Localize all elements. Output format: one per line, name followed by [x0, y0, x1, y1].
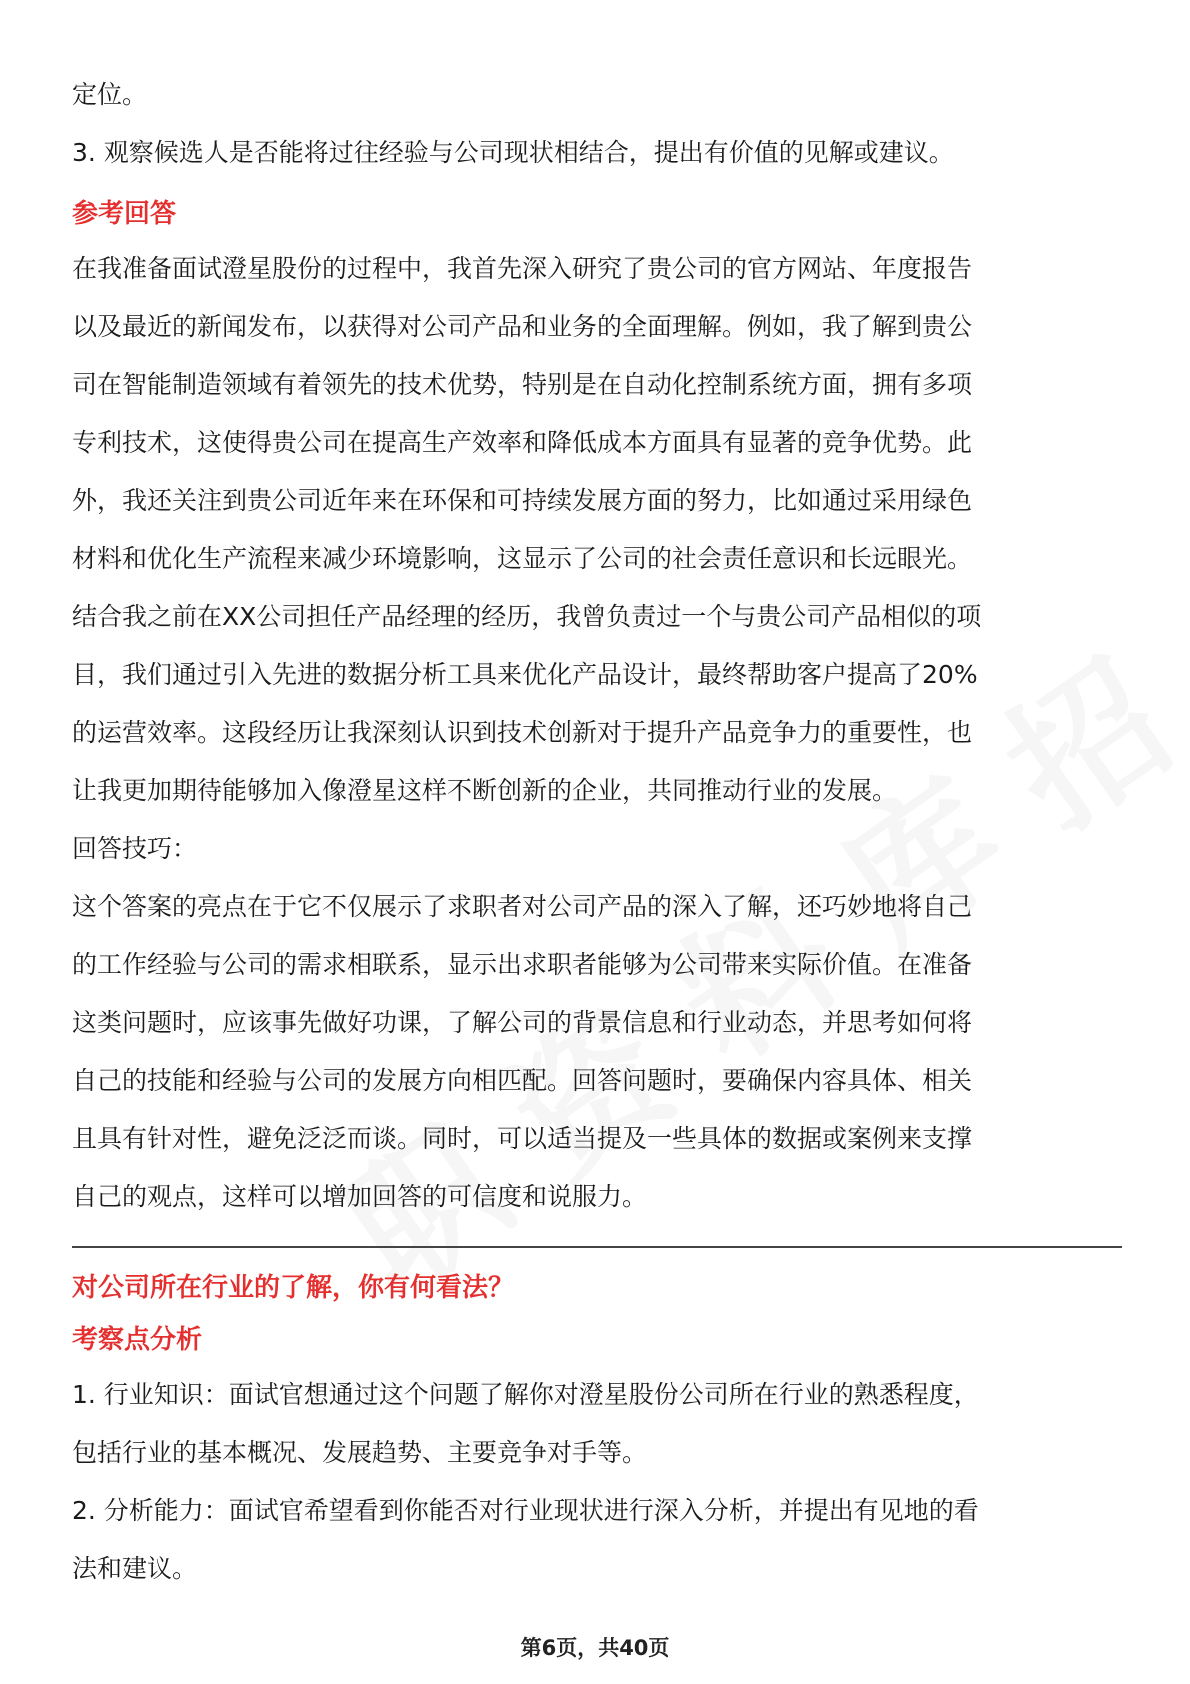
document-body	[72, 66, 1122, 1598]
answer-line: 结合我之前在XX公司担任产品经理的经历，我曾负责过一个与贵公司产品相似的项	[72, 602, 982, 631]
tips-line: 且具有针对性，避免泛泛而谈。同时，可以适当提及一些具体的数据或案例来支撑	[72, 1124, 973, 1153]
answer-line: 以及最近的新闻发布，以获得对公司产品和业务的全面理解。例如，我了解到贵公	[72, 312, 973, 341]
analysis-line: 2. 分析能力：面试官希望看到你能否对行业现状进行深入分析，并提出有见地的看	[72, 1496, 979, 1525]
answer-line: 在我准备面试澄星股份的过程中，我首先深入研究了贵公司的官方网站、年度报告	[72, 254, 973, 283]
answer-line: 目，我们通过引入先进的数据分析工具来优化产品设计，最终帮助客户提高了20%	[72, 660, 978, 689]
section-divider	[72, 1246, 1122, 1248]
tips-line: 这类问题时，应该事先做好功课，了解公司的背景信息和行业动态，并思考如何将	[72, 1008, 973, 1037]
tips-line: 自己的观点，这样可以增加回答的可信度和说服力。	[72, 1182, 648, 1211]
text-line: 3. 观察候选人是否能将过往经验与公司现状相结合，提出有价值的见解或建议。	[72, 138, 954, 167]
answer-line: 专利技术，这使得贵公司在提高生产效率和降低成本方面具有显著的竞争优势。此	[72, 428, 973, 457]
tips-line: 自己的技能和经验与公司的发展方向相匹配。回答问题时，要确保内容具体、相关	[72, 1066, 973, 1095]
analysis-line: 包括行业的基本概况、发展趋势、主要竞争对手等。	[72, 1438, 648, 1467]
question-title: 对公司所在行业的了解，你有何看法？	[72, 1273, 515, 1303]
analysis-heading: 考察点分析	[72, 1325, 203, 1355]
answer-line: 外，我还关注到贵公司近年来在环保和可持续发展方面的努力，比如通过采用绿色	[72, 486, 973, 515]
analysis-line: 1. 行业知识：面试官想通过这个问题了解你对澄星股份公司所在行业的熟悉程度，	[72, 1380, 979, 1409]
tips-line: 这个答案的亮点在于它不仅展示了求职者对公司产品的深入了解，还巧妙地将自己	[72, 892, 973, 921]
reference-answer-heading: 参考回答	[72, 199, 177, 229]
analysis-line: 法和建议。	[72, 1554, 198, 1583]
page-number: 第6页，共40页	[520, 1636, 670, 1660]
answer-line: 的运营效率。这段经历让我深刻认识到技术创新对于提升产品竞争力的重要性，也	[72, 718, 973, 747]
tips-line: 的工作经验与公司的需求相联系，显示出求职者能够为公司带来实际价值。在准备	[72, 950, 973, 979]
answer-line: 司在智能制造领域有着领先的技术优势，特别是在自动化控制系统方面，拥有多项	[72, 370, 973, 399]
answer-line: 让我更加期待能够加入像澄星这样不断创新的企业，共同推动行业的发展。	[72, 776, 898, 805]
tips-label: 回答技巧：	[72, 834, 198, 863]
answer-line: 材料和优化生产流程来减少环境影响，这显示了公司的社会责任意识和长远眼光。	[72, 544, 973, 573]
text-line: 定位。	[72, 80, 148, 109]
